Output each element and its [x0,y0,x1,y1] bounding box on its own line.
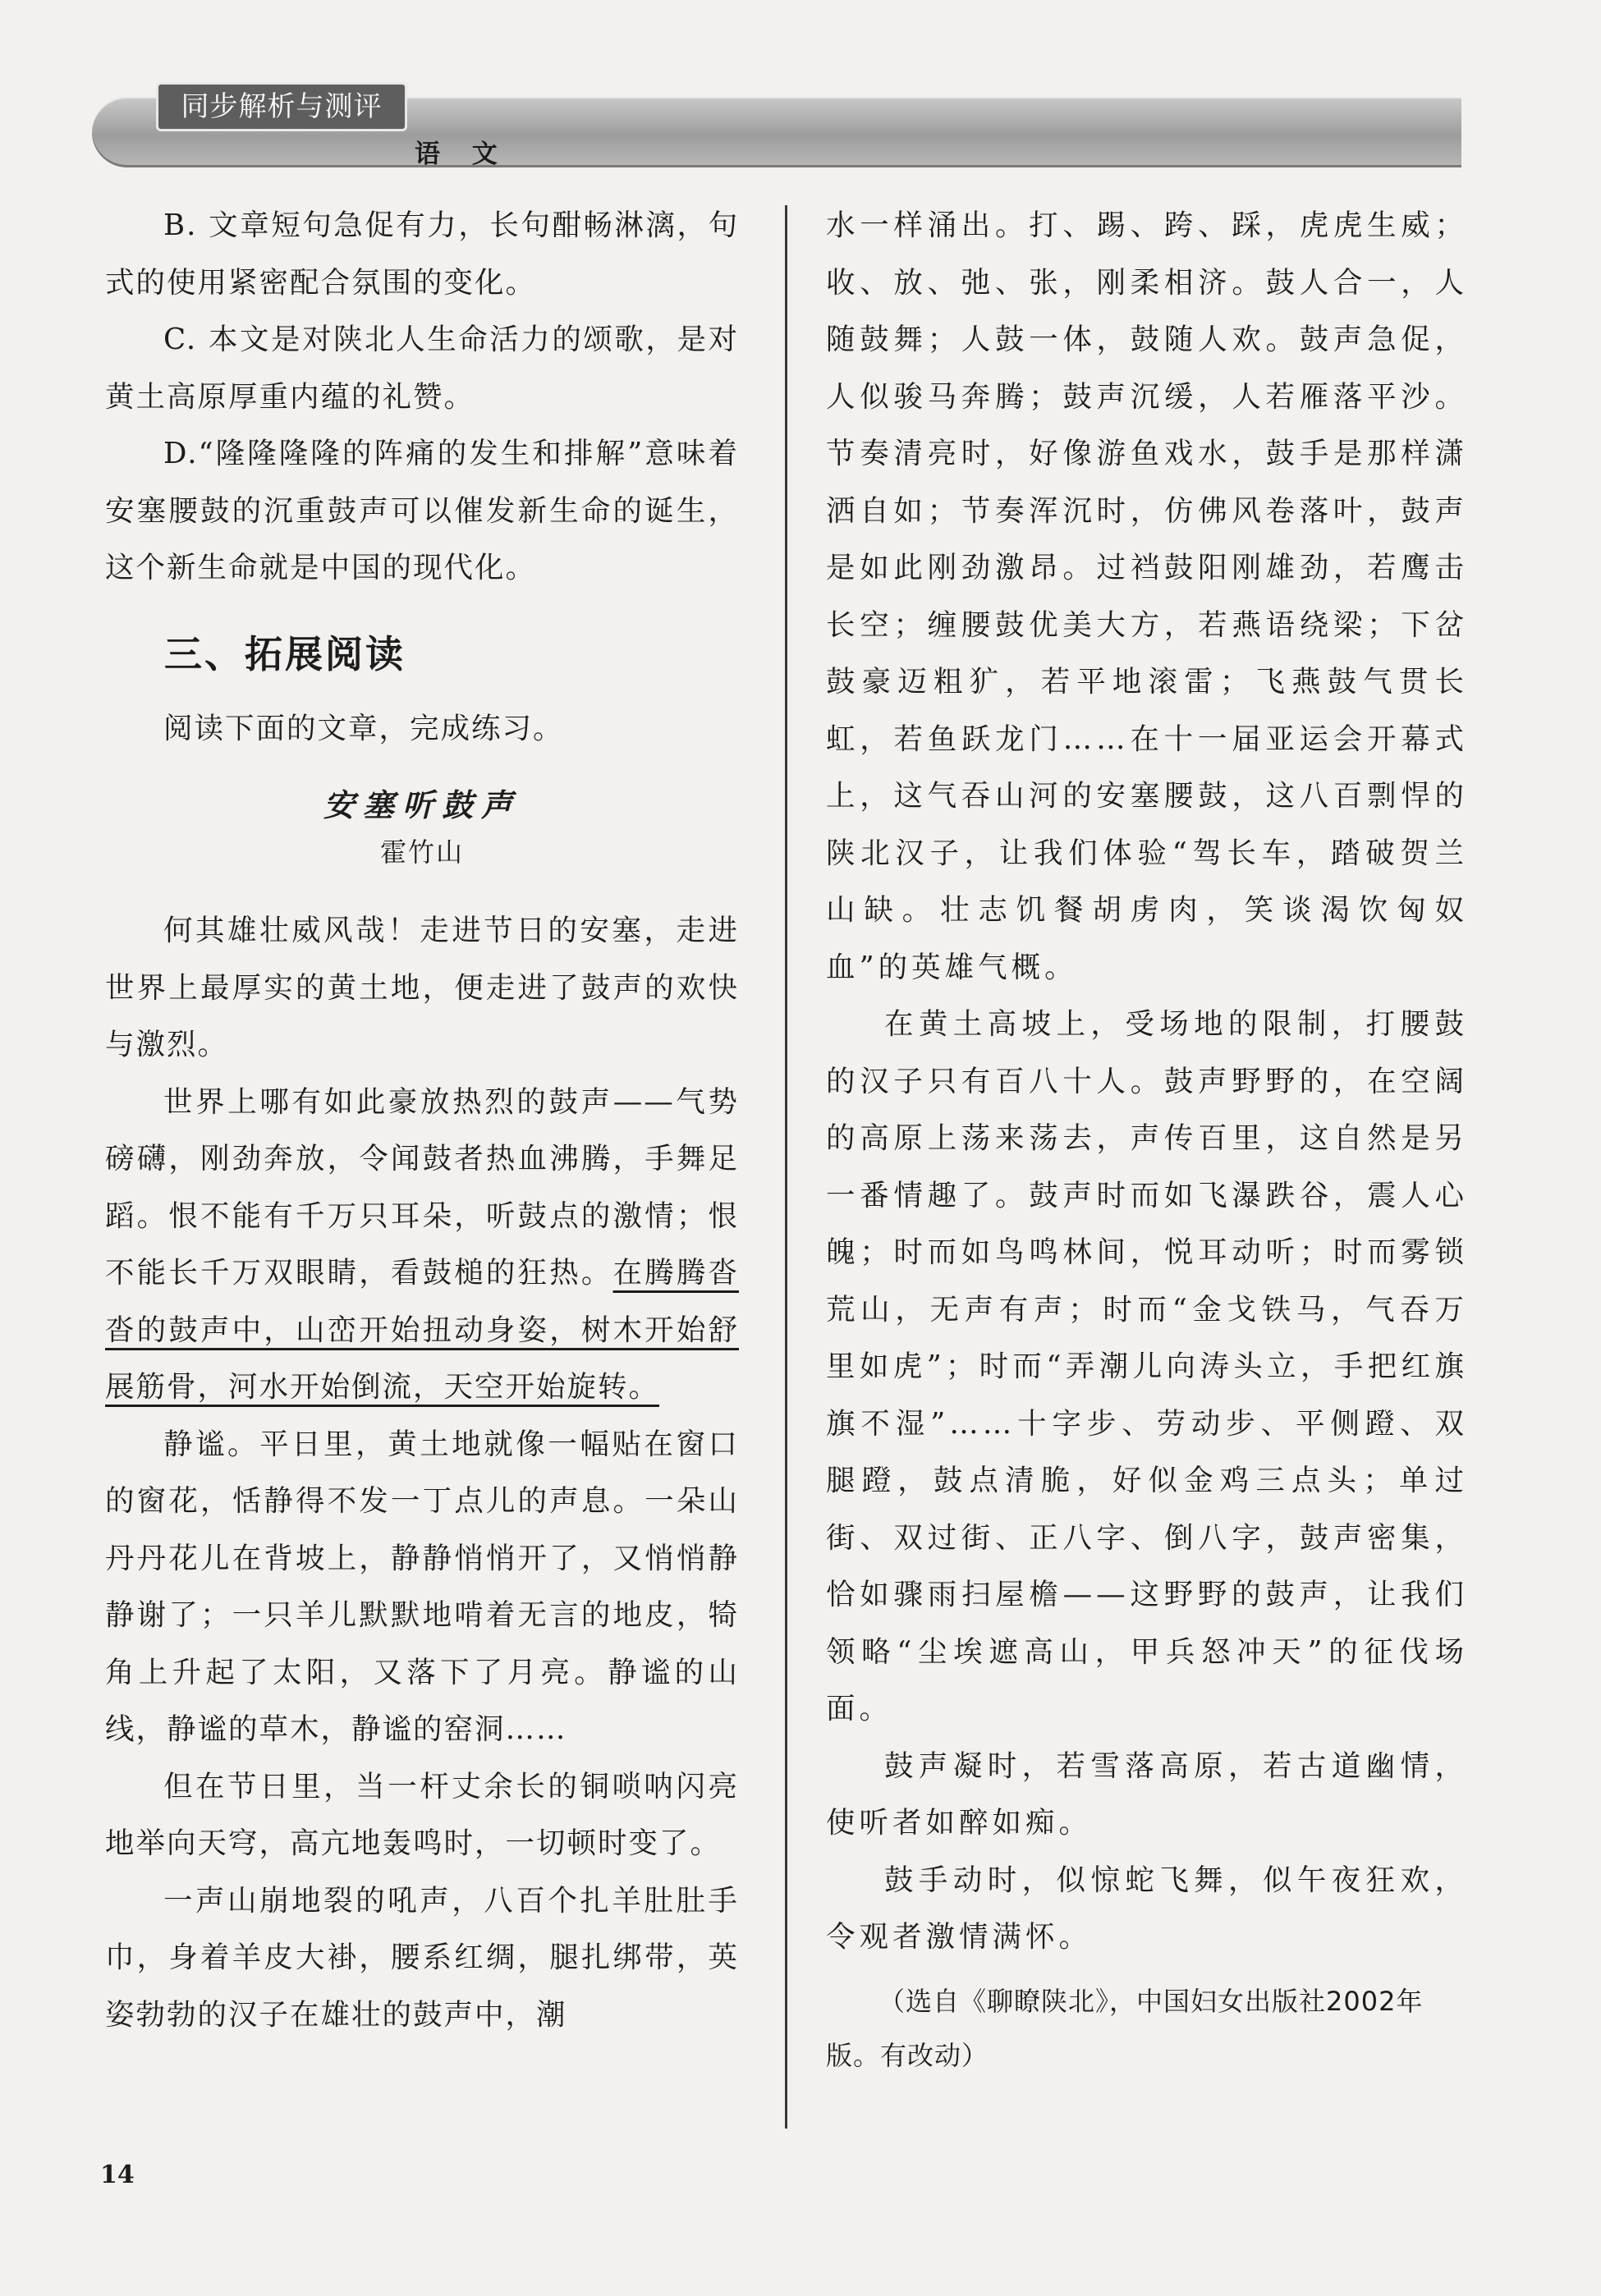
essay-paragraph-continued: 水一样涌出。打、踢、跨、踩，虎虎生威；收、放、弛、张，刚柔相济。鼓人合一，人随鼓舞；人鼓一体，鼓随人欢。鼓声急促，人似骏马奔腾；鼓声沉缓，人若雁落平沙。节奏清亮时，好像游鱼戏水，鼓手是那样潇洒自如；节奏浑沉时，仿佛风卷落叶，鼓声是如此刚劲激昂。过裆鼓阳刚雄劲，若鹰击长空；缠腰鼓优美大方，若燕语绕梁；下岔鼓豪迈粗犷，若平地滚雷；飞燕鼓气贯长虹，若鱼跃龙门……在十一届亚运会开幕式上，这气吞山河的安塞腰鼓，这八百剽悍的陕北汉子，让我们体验“驾长车，踏破贺兰山缺。壮志饥餐胡虏肉，笑谈渴饮匈奴血”的英雄气概。 [826,209,1468,984]
essay-paragraph: 静谧。平日里，黄土地就像一幅贴在窗口的窗花，恬静得不发一丁点儿的声息。一朵山丹丹花儿在背坡上，静静悄悄开了，又悄悄静静谢了；一只羊儿默默地啃着无言的地皮，犄角上升起了太阳，又落下了月亮。静谧的山线，静谧的草木，静谧的窑洞…… [105,1427,739,1746]
essay-paragraph: 鼓声凝时，若雪落高原，若古道幽情，使听者如醉如痴。 [826,1748,1468,1840]
option-c: C. 本文是对陕北人生命活力的颂歌，是对黄土高原厚重内蕴的礼赞。 [105,323,739,414]
essay-author: 霍竹山 [379,836,464,868]
essay-title: 安塞听鼓声 [323,786,521,823]
underlined-sentence: 在腾腾沓沓的鼓声中，山峦开始扭动身姿，树木开始舒展筋骨，河水开始倒流，天空开始旋转。 [105,1256,739,1404]
option-d: D.“隆隆隆隆的阵痛的发生和排解”意味着安塞腰鼓的沉重鼓声可以催发新生命的诞生，这个新生命就是中国的现代化。 [105,437,739,584]
essay-paragraph: 在黄土高坡上，受场地的限制，打腰鼓的汉子只有百八十人。鼓声野野的，在空阔的高原上荡来荡去，声传百里，这自然是另一番情趣了。鼓声时而如飞瀑跌谷，震人心魄；时而如鸟鸣林间，悦耳动听；时而雾锁荒山，无声有声；时而“金戈铁马，气吞万里如虎”；时而“弄潮儿向涛头立，手把红旗旗不湿”……十字步、劳动步、平侧蹬、双腿蹬，鼓点清脆，好似金鸡三点头；单过街、双过街、正八字、倒八字，鼓声密集，恰如骤雨扫屋檐——这野野的鼓声，让我们领略“尘埃遮高山，甲兵怒冲天”的征伐场面。 [826,1007,1468,1725]
essay-paragraph: 但在节日里，当一杆丈余长的铜唢呐闪亮地举向天穹，高亢地轰鸣时，一切顿时变了。 [105,1769,739,1860]
page-number: 14 [100,2161,135,2189]
option-b: B. 文章短句急促有力，长句酣畅淋漓，句式的使用紧密配合氛围的变化。 [105,209,739,300]
series-title: 同步解析与测评 [156,82,407,131]
section-heading: 三、拓展阅读 [164,631,406,676]
essay-paragraph [105,1074,739,1416]
essay-paragraph: 鼓手动时，似惊蛇飞舞，似午夜狂欢，令观者激情满怀。 [826,1863,1468,1954]
essay-paragraph-text: 世界上哪有如此豪放热烈的鼓声——气势磅礴，刚劲奔放，令闻鼓者热血沸腾，手舞足蹈。恨不能有千万只耳朵，听鼓点的激情；恨不能长千万双眼睛，看鼓槌的狂热。 [105,1084,739,1290]
subject-label: 语 文 [415,140,509,169]
essay-paragraph: 何其雄壮威风哉！走进节日的安塞，走进世界上最厚实的黄土地，便走进了鼓声的欢快与激烈。 [105,914,739,1061]
column-divider [785,205,787,2129]
source-note: （选自《聊瞭陕北》，中国妇女出版社2002年版。有改动） [826,1985,1424,2071]
right-column [826,197,1468,2083]
essay-paragraph: 一声山崩地裂的吼声，八百个扎羊肚肚手巾，身着羊皮大褂，腰系红绸，腿扎绑带，英姿勃勃的汉子在雄壮的鼓声中，潮 [105,1883,739,2032]
left-column [105,197,739,2043]
reading-instruction: 阅读下面的文章，完成练习。 [163,711,564,745]
